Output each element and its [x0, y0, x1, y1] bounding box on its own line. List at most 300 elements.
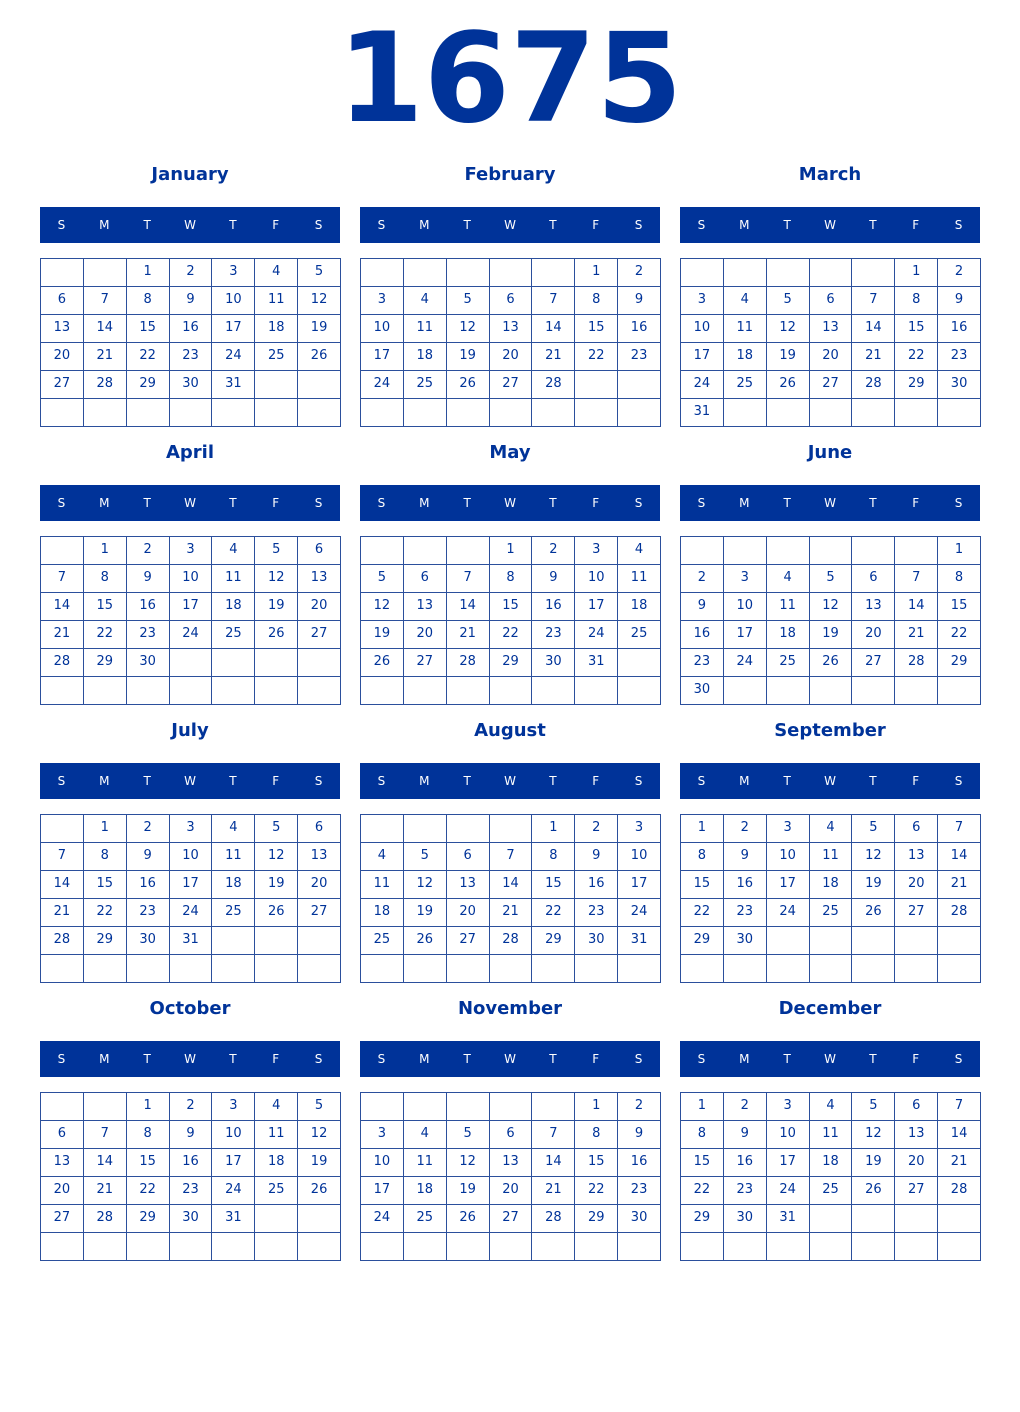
day-cell: 3: [681, 287, 724, 315]
day-cell: 3: [361, 287, 404, 315]
empty-cell: [852, 259, 895, 287]
day-cell: 27: [490, 371, 533, 399]
day-cell: 18: [404, 343, 447, 371]
day-cell: 21: [895, 621, 938, 649]
day-grid: [680, 536, 981, 705]
weekday-label: S: [697, 774, 706, 788]
day-cell: 30: [532, 649, 575, 677]
day-cell: 10: [575, 565, 618, 593]
day-cell: 1: [938, 537, 981, 565]
day-cell: 18: [255, 1149, 298, 1177]
weekday-label: F: [912, 774, 920, 788]
day-cell: 15: [127, 1149, 170, 1177]
weekday-label: F: [272, 1052, 280, 1066]
day-cell: 8: [895, 287, 938, 315]
empty-cell: [938, 399, 981, 427]
empty-cell: [170, 955, 213, 983]
day-cell: 8: [575, 1121, 618, 1149]
day-cell: 1: [84, 537, 127, 565]
day-cell: 31: [618, 927, 661, 955]
day-cell: 24: [724, 649, 767, 677]
day-cell: 4: [767, 565, 810, 593]
day-cell: 31: [575, 649, 618, 677]
day-cell: 29: [575, 1205, 618, 1233]
empty-cell: [127, 677, 170, 705]
empty-cell: [212, 677, 255, 705]
day-cell: 5: [298, 1093, 341, 1121]
weekday-label: T: [143, 1052, 151, 1066]
month-name: September: [774, 720, 886, 741]
weekday-label: S: [954, 774, 963, 788]
day-grid: [360, 258, 661, 427]
day-cell: 28: [852, 371, 895, 399]
empty-cell: [895, 1205, 938, 1233]
empty-cell: [532, 1093, 575, 1121]
day-cell: 2: [724, 815, 767, 843]
day-cell: 19: [361, 621, 404, 649]
day-cell: 5: [852, 815, 895, 843]
day-cell: 24: [767, 899, 810, 927]
day-cell: 4: [255, 1093, 298, 1121]
day-cell: 22: [84, 899, 127, 927]
weekday-label: W: [504, 774, 516, 788]
day-cell: 26: [852, 899, 895, 927]
weekday-label: W: [824, 1052, 836, 1066]
day-cell: 8: [938, 565, 981, 593]
day-cell: 21: [852, 343, 895, 371]
empty-cell: [490, 677, 533, 705]
weekday-header: [360, 485, 660, 521]
day-cell: 4: [404, 1121, 447, 1149]
day-cell: 22: [490, 621, 533, 649]
day-cell: 10: [212, 287, 255, 315]
day-cell: 2: [681, 565, 724, 593]
day-cell: 25: [361, 927, 404, 955]
day-cell: 3: [212, 259, 255, 287]
day-cell: 28: [895, 649, 938, 677]
day-cell: 11: [810, 1121, 853, 1149]
day-cell: 7: [532, 1121, 575, 1149]
day-cell: 4: [618, 537, 661, 565]
empty-cell: [255, 677, 298, 705]
day-cell: 12: [255, 843, 298, 871]
day-cell: 15: [575, 315, 618, 343]
weekday-label: S: [954, 496, 963, 510]
day-cell: 5: [447, 287, 490, 315]
day-cell: 10: [618, 843, 661, 871]
day-cell: 8: [575, 287, 618, 315]
weekday-label: M: [739, 774, 750, 788]
day-cell: 12: [810, 593, 853, 621]
day-cell: 21: [84, 1177, 127, 1205]
day-cell: 5: [298, 259, 341, 287]
empty-cell: [404, 815, 447, 843]
day-cell: 12: [447, 315, 490, 343]
empty-cell: [575, 399, 618, 427]
day-cell: 16: [681, 621, 724, 649]
empty-cell: [532, 677, 575, 705]
day-cell: 7: [447, 565, 490, 593]
day-cell: 12: [852, 1121, 895, 1149]
empty-cell: [490, 259, 533, 287]
day-cell: 26: [447, 1205, 490, 1233]
day-cell: 23: [724, 1177, 767, 1205]
day-cell: 14: [84, 1149, 127, 1177]
weekday-label: F: [912, 496, 920, 510]
empty-cell: [212, 399, 255, 427]
day-cell: 18: [767, 621, 810, 649]
day-cell: 22: [895, 343, 938, 371]
month-name: March: [798, 164, 862, 185]
empty-cell: [361, 677, 404, 705]
day-cell: 12: [298, 287, 341, 315]
day-cell: 15: [681, 871, 724, 899]
day-cell: 3: [575, 537, 618, 565]
empty-cell: [255, 1233, 298, 1261]
day-cell: 20: [447, 899, 490, 927]
day-cell: 20: [298, 871, 341, 899]
empty-cell: [575, 955, 618, 983]
day-cell: 1: [895, 259, 938, 287]
empty-cell: [361, 537, 404, 565]
day-cell: 20: [298, 593, 341, 621]
empty-cell: [810, 399, 853, 427]
day-cell: 6: [447, 843, 490, 871]
day-cell: 3: [170, 815, 213, 843]
day-cell: 5: [810, 565, 853, 593]
weekday-label: T: [143, 774, 151, 788]
day-grid: [40, 536, 341, 705]
weekday-label: W: [824, 496, 836, 510]
empty-cell: [127, 955, 170, 983]
weekday-label: T: [463, 774, 471, 788]
day-cell: 6: [298, 815, 341, 843]
empty-cell: [404, 677, 447, 705]
day-cell: 31: [212, 371, 255, 399]
day-cell: 9: [938, 287, 981, 315]
day-cell: 28: [84, 1205, 127, 1233]
day-cell: 27: [447, 927, 490, 955]
day-cell: 20: [852, 621, 895, 649]
day-cell: 29: [490, 649, 533, 677]
day-cell: 7: [84, 287, 127, 315]
day-cell: 12: [255, 565, 298, 593]
weekday-label: F: [592, 774, 600, 788]
empty-cell: [361, 955, 404, 983]
day-cell: 14: [895, 593, 938, 621]
day-cell: 5: [404, 843, 447, 871]
day-cell: 9: [724, 1121, 767, 1149]
day-cell: 11: [767, 593, 810, 621]
month-june: [680, 438, 980, 708]
month-september: [680, 716, 980, 986]
empty-cell: [404, 537, 447, 565]
weekday-label: M: [419, 218, 430, 232]
month-april: [40, 438, 340, 708]
day-cell: 31: [681, 399, 724, 427]
empty-cell: [298, 371, 341, 399]
day-cell: 11: [618, 565, 661, 593]
day-cell: 17: [212, 315, 255, 343]
weekday-label: T: [463, 1052, 471, 1066]
day-cell: 27: [810, 371, 853, 399]
day-cell: 14: [852, 315, 895, 343]
day-cell: 7: [490, 843, 533, 871]
weekday-label: W: [184, 496, 196, 510]
day-cell: 13: [810, 315, 853, 343]
month-name: May: [489, 442, 531, 463]
day-cell: 19: [852, 871, 895, 899]
empty-cell: [938, 927, 981, 955]
day-cell: 23: [618, 343, 661, 371]
empty-cell: [724, 259, 767, 287]
empty-cell: [447, 1093, 490, 1121]
day-cell: 18: [810, 871, 853, 899]
weekday-header: [360, 1041, 660, 1077]
day-cell: 14: [532, 315, 575, 343]
empty-cell: [447, 1233, 490, 1261]
empty-cell: [447, 815, 490, 843]
day-cell: 27: [852, 649, 895, 677]
weekday-header: [40, 1041, 340, 1077]
day-cell: 29: [127, 1205, 170, 1233]
empty-cell: [724, 537, 767, 565]
empty-cell: [298, 649, 341, 677]
weekday-label: T: [869, 1052, 877, 1066]
empty-cell: [127, 1233, 170, 1261]
day-cell: 27: [41, 371, 84, 399]
empty-cell: [41, 1233, 84, 1261]
day-cell: 9: [575, 843, 618, 871]
day-cell: 26: [298, 343, 341, 371]
day-cell: 29: [84, 927, 127, 955]
empty-cell: [41, 815, 84, 843]
day-cell: 14: [532, 1149, 575, 1177]
weekday-label: S: [57, 774, 66, 788]
day-cell: 27: [490, 1205, 533, 1233]
day-cell: 25: [724, 371, 767, 399]
day-cell: 11: [255, 1121, 298, 1149]
day-cell: 12: [361, 593, 404, 621]
empty-cell: [938, 955, 981, 983]
day-cell: 3: [212, 1093, 255, 1121]
month-name: December: [778, 998, 882, 1019]
day-cell: 24: [170, 621, 213, 649]
day-cell: 23: [938, 343, 981, 371]
day-cell: 19: [447, 1177, 490, 1205]
day-cell: 11: [404, 315, 447, 343]
day-cell: 18: [404, 1177, 447, 1205]
empty-cell: [404, 259, 447, 287]
empty-cell: [298, 677, 341, 705]
month-name: January: [151, 164, 229, 185]
empty-cell: [170, 677, 213, 705]
empty-cell: [212, 1233, 255, 1261]
empty-cell: [618, 399, 661, 427]
day-cell: 22: [575, 1177, 618, 1205]
day-cell: 30: [170, 371, 213, 399]
weekday-header: [40, 485, 340, 521]
empty-cell: [447, 259, 490, 287]
day-cell: 8: [127, 1121, 170, 1149]
month-name: August: [474, 720, 546, 741]
day-cell: 14: [490, 871, 533, 899]
month-name: April: [165, 442, 215, 463]
empty-cell: [724, 399, 767, 427]
empty-cell: [767, 537, 810, 565]
day-cell: 2: [127, 815, 170, 843]
empty-cell: [490, 955, 533, 983]
weekday-label: S: [634, 1052, 643, 1066]
day-cell: 22: [681, 1177, 724, 1205]
empty-cell: [41, 677, 84, 705]
day-cell: 7: [41, 843, 84, 871]
day-cell: 20: [41, 343, 84, 371]
day-cell: 9: [127, 565, 170, 593]
day-cell: 13: [298, 565, 341, 593]
empty-cell: [361, 399, 404, 427]
empty-cell: [810, 677, 853, 705]
day-cell: 5: [255, 537, 298, 565]
weekday-label: S: [314, 218, 323, 232]
day-cell: 29: [681, 1205, 724, 1233]
day-cell: 10: [170, 565, 213, 593]
weekday-label: T: [549, 774, 557, 788]
empty-cell: [84, 259, 127, 287]
day-cell: 24: [361, 371, 404, 399]
weekday-label: M: [99, 496, 110, 510]
day-cell: 19: [810, 621, 853, 649]
day-cell: 21: [532, 343, 575, 371]
empty-cell: [810, 259, 853, 287]
day-cell: 10: [170, 843, 213, 871]
weekday-label: W: [184, 1052, 196, 1066]
day-cell: 21: [84, 343, 127, 371]
day-cell: 7: [41, 565, 84, 593]
empty-cell: [41, 259, 84, 287]
day-cell: 9: [618, 287, 661, 315]
day-cell: 26: [852, 1177, 895, 1205]
day-cell: 2: [618, 259, 661, 287]
day-cell: 30: [724, 927, 767, 955]
weekday-label: S: [634, 218, 643, 232]
empty-cell: [895, 677, 938, 705]
empty-cell: [852, 677, 895, 705]
empty-cell: [255, 399, 298, 427]
weekday-label: T: [229, 1052, 237, 1066]
day-cell: 21: [490, 899, 533, 927]
empty-cell: [255, 371, 298, 399]
weekday-label: T: [549, 218, 557, 232]
month-august: [360, 716, 660, 986]
empty-cell: [618, 649, 661, 677]
day-cell: 8: [681, 1121, 724, 1149]
day-cell: 15: [84, 871, 127, 899]
empty-cell: [404, 1093, 447, 1121]
day-cell: 12: [852, 843, 895, 871]
empty-cell: [212, 955, 255, 983]
weekday-label: T: [783, 774, 791, 788]
day-cell: 6: [490, 1121, 533, 1149]
day-cell: 2: [170, 1093, 213, 1121]
weekday-label: S: [697, 218, 706, 232]
month-may: [360, 438, 660, 708]
weekday-label: F: [592, 218, 600, 232]
day-cell: 30: [681, 677, 724, 705]
day-cell: 9: [724, 843, 767, 871]
day-cell: 29: [127, 371, 170, 399]
empty-cell: [490, 1093, 533, 1121]
empty-cell: [852, 537, 895, 565]
day-cell: 28: [532, 1205, 575, 1233]
weekday-label: M: [739, 218, 750, 232]
day-cell: 22: [681, 899, 724, 927]
day-cell: 29: [895, 371, 938, 399]
day-cell: 13: [490, 315, 533, 343]
day-cell: 17: [361, 343, 404, 371]
day-cell: 4: [212, 537, 255, 565]
day-cell: 2: [618, 1093, 661, 1121]
day-cell: 23: [532, 621, 575, 649]
day-cell: 25: [404, 1205, 447, 1233]
day-cell: 18: [212, 593, 255, 621]
empty-cell: [852, 1205, 895, 1233]
day-cell: 3: [767, 1093, 810, 1121]
empty-cell: [852, 927, 895, 955]
day-cell: 13: [404, 593, 447, 621]
day-cell: 10: [361, 315, 404, 343]
day-cell: 25: [255, 343, 298, 371]
day-cell: 23: [618, 1177, 661, 1205]
day-cell: 11: [404, 1149, 447, 1177]
day-cell: 10: [767, 1121, 810, 1149]
day-cell: 9: [618, 1121, 661, 1149]
day-cell: 7: [895, 565, 938, 593]
empty-cell: [532, 399, 575, 427]
day-cell: 11: [361, 871, 404, 899]
weekday-label: M: [419, 496, 430, 510]
empty-cell: [618, 371, 661, 399]
weekday-label: S: [697, 496, 706, 510]
day-cell: 3: [170, 537, 213, 565]
weekday-label: T: [463, 496, 471, 510]
day-cell: 8: [532, 843, 575, 871]
day-cell: 22: [532, 899, 575, 927]
day-cell: 30: [127, 927, 170, 955]
day-cell: 4: [724, 287, 767, 315]
day-cell: 19: [298, 1149, 341, 1177]
empty-cell: [938, 677, 981, 705]
day-cell: 23: [681, 649, 724, 677]
day-cell: 3: [361, 1121, 404, 1149]
weekday-label: F: [272, 496, 280, 510]
empty-cell: [852, 1233, 895, 1261]
weekday-label: T: [229, 496, 237, 510]
day-cell: 19: [447, 343, 490, 371]
empty-cell: [724, 1233, 767, 1261]
weekday-label: T: [229, 218, 237, 232]
day-cell: 6: [41, 1121, 84, 1149]
day-cell: 11: [810, 843, 853, 871]
day-cell: 14: [447, 593, 490, 621]
day-cell: 6: [895, 1093, 938, 1121]
day-cell: 5: [767, 287, 810, 315]
weekday-label: S: [954, 1052, 963, 1066]
empty-cell: [767, 259, 810, 287]
empty-cell: [404, 955, 447, 983]
empty-cell: [41, 955, 84, 983]
empty-cell: [532, 955, 575, 983]
